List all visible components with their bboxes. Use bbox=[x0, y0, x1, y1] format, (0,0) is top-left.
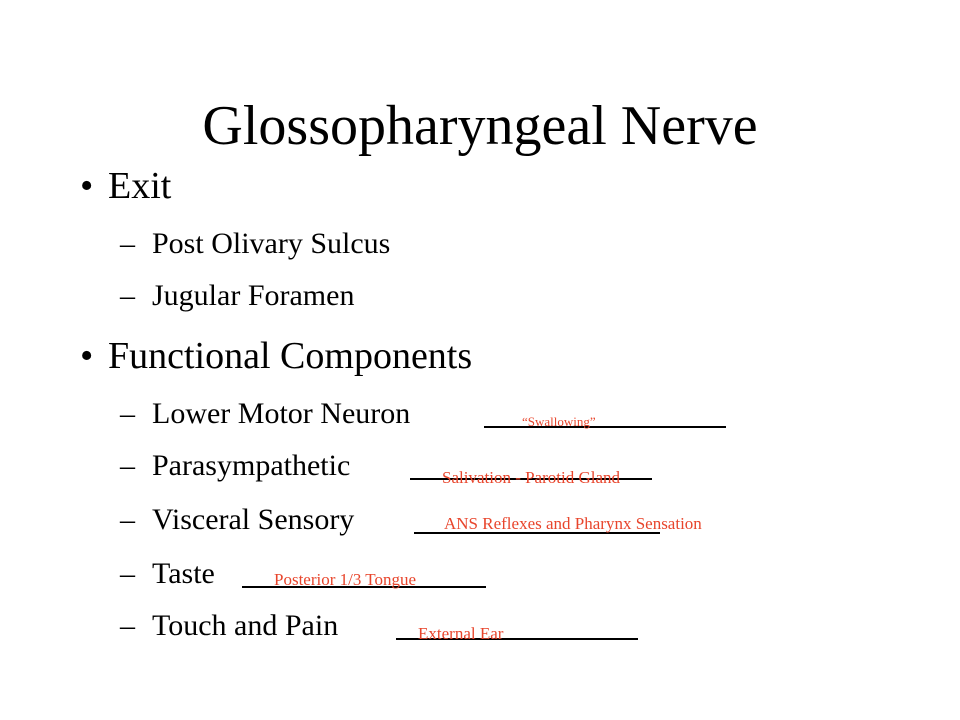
answer-lower-motor-neuron: “Swallowing” bbox=[522, 414, 596, 429]
component-label: Visceral Sensory bbox=[152, 503, 355, 536]
component-lower-motor-neuron bbox=[120, 396, 411, 432]
answer-blank-lower-motor-neuron bbox=[484, 396, 726, 432]
component-label: Touch and Pain bbox=[152, 609, 339, 642]
component-label: Lower Motor Neuron bbox=[152, 397, 411, 430]
component-label: Parasympathetic bbox=[152, 449, 351, 482]
bullet-heading-functional-components: Functional Components bbox=[108, 335, 473, 377]
bullet-functional-components bbox=[80, 334, 473, 378]
blank-underline bbox=[484, 426, 726, 428]
dash-icon: – bbox=[120, 449, 135, 482]
bullet-icon: • bbox=[80, 335, 94, 377]
component-label: Taste bbox=[152, 557, 215, 590]
dash-icon: – bbox=[120, 279, 135, 312]
answer-visceral-sensory: ANS Reflexes and Pharynx Sensation bbox=[444, 514, 702, 533]
answer-touch-and-pain: External Ear bbox=[418, 624, 504, 643]
subitem-label: Jugular Foramen bbox=[152, 279, 355, 312]
bullet-heading-exit: Exit bbox=[108, 165, 172, 207]
component-parasympathetic bbox=[120, 448, 351, 484]
bullet-exit bbox=[80, 164, 172, 208]
bullet-icon: • bbox=[80, 165, 94, 207]
answer-taste: Posterior 1/3 Tongue bbox=[274, 570, 417, 589]
slide-title: Glossopharyngeal Nerve bbox=[202, 95, 758, 157]
component-touch-and-pain bbox=[120, 608, 339, 644]
component-visceral-sensory bbox=[120, 502, 355, 538]
subitem-jugular-foramen bbox=[120, 278, 355, 314]
subitem-label: Post Olivary Sulcus bbox=[152, 227, 391, 260]
subitem-post-olivary-sulcus bbox=[120, 226, 391, 262]
dash-icon: – bbox=[120, 609, 135, 642]
dash-icon: – bbox=[120, 227, 135, 260]
answer-parasympathetic: Salivation - Parotid Gland bbox=[442, 468, 621, 487]
dash-icon: – bbox=[120, 503, 135, 536]
component-taste bbox=[120, 556, 215, 592]
dash-icon: – bbox=[120, 397, 135, 430]
dash-icon: – bbox=[120, 557, 135, 590]
